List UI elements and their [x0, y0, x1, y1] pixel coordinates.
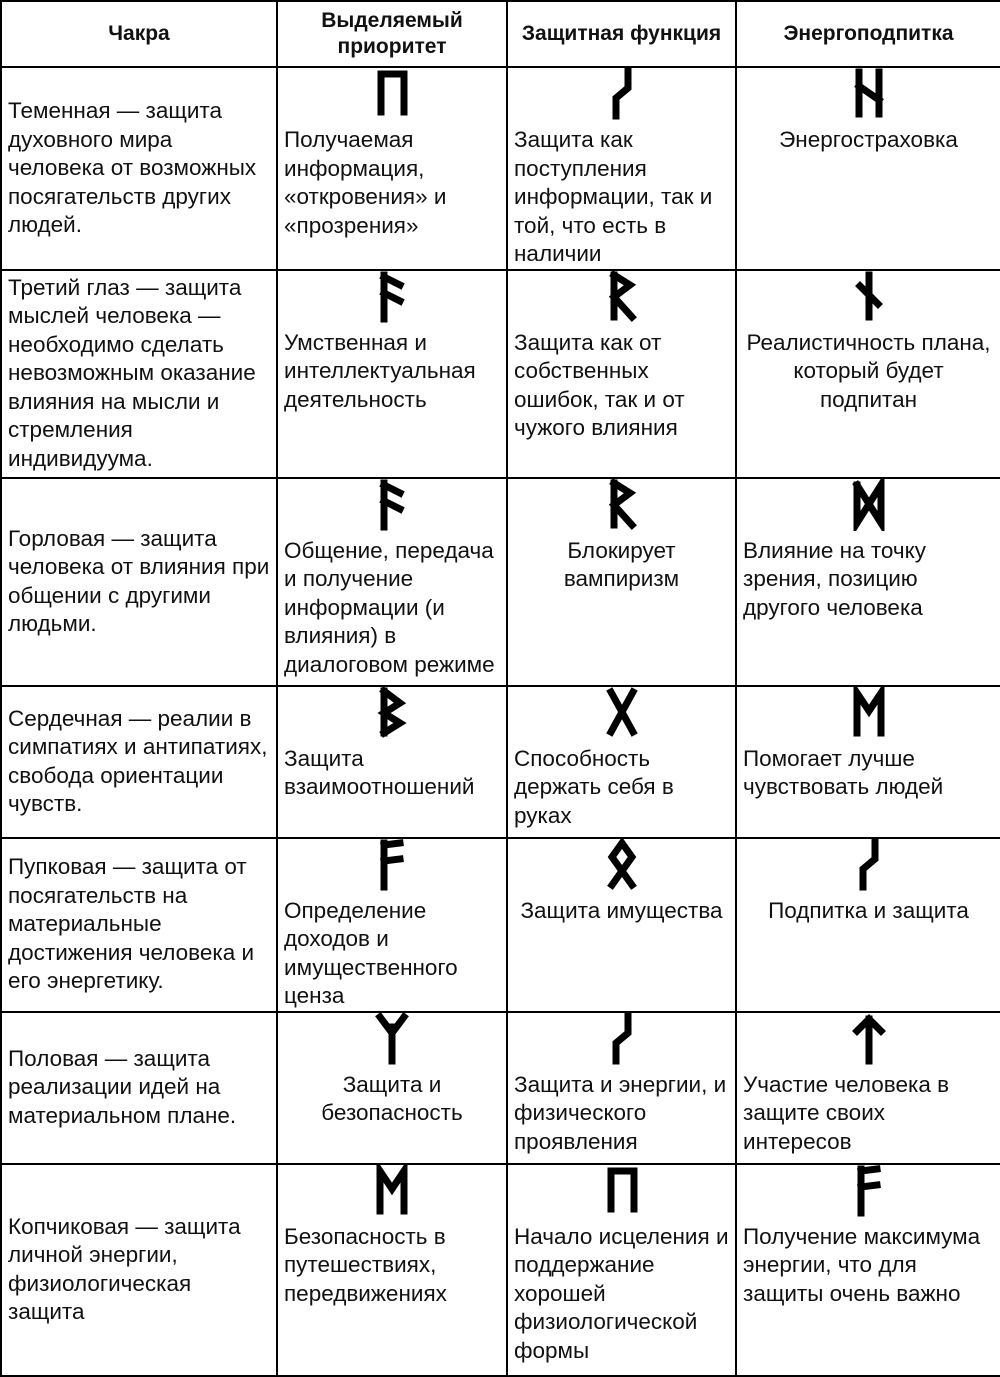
gebo-rune-icon	[514, 687, 729, 739]
cell-text: Начало исцеления и поддержание хорошей физиологической формы	[514, 1223, 729, 1363]
uruz-rune-icon	[514, 1165, 729, 1217]
cell-text: Подпитка и защита	[768, 897, 969, 923]
protection-cell	[507, 478, 736, 686]
cell-text: Получаемая информация, «откровения» и «прозрения»	[284, 127, 447, 238]
chakra-cell: Теменная — защита духовного мира человека от возможных посягательств других людей.	[1, 67, 277, 270]
protection-cell	[507, 270, 736, 478]
cell-text: Помогает лучше чувствовать людей	[743, 745, 944, 799]
energy-cell	[736, 478, 1000, 686]
cell-text: Блокирует вампиризм	[563, 537, 680, 591]
protection-cell	[507, 67, 736, 270]
cell-text: Защита взаимоотношений	[284, 745, 475, 799]
protection-cell	[507, 838, 736, 1012]
table-row	[1, 270, 1000, 478]
protection-cell	[507, 686, 736, 838]
fehu-rune-icon	[743, 1165, 994, 1217]
ansuz-rune-icon	[284, 479, 500, 531]
raidho-rune-icon	[514, 479, 729, 531]
tiwaz-rune-icon	[743, 1013, 994, 1065]
priority-cell	[277, 686, 507, 838]
ansuz-rune-icon	[284, 271, 500, 323]
raidho-rune-icon	[514, 271, 729, 323]
algiz-rune-icon	[284, 1013, 500, 1065]
energy-cell	[736, 270, 1000, 478]
table-row	[1, 1012, 1000, 1164]
chakra-cell: Сердечная — реалии в симпатиях и антипатиях, свобода ориентации чувств.	[1, 686, 277, 838]
cell-text: Получение максимума энергии, что для защиты очень важно	[743, 1223, 981, 1306]
berkano-rune-icon	[284, 687, 500, 739]
header-priority: Выделяемый приоритет	[277, 1, 507, 67]
cell-text: Энергостраховка	[779, 127, 958, 152]
cell-text: Влияние на точку зрения, позицию другого человека	[743, 537, 926, 620]
priority-cell	[277, 67, 507, 270]
chakra-cell: Третий глаз — защита мыслей человека — необходимо сделать невозможным оказание влияния на мысли и стремления индивидуума.	[1, 270, 277, 478]
sowilo-rune-icon	[514, 1013, 729, 1065]
hagalaz-rune-icon	[743, 68, 994, 120]
energy-cell	[736, 1164, 1000, 1376]
chakra-cell: Горловая — защита человека от влияния при общении с другими людьми.	[1, 478, 277, 686]
table-row	[1, 478, 1000, 686]
header-chakra: Чакра	[1, 1, 277, 67]
othala-rune-icon	[514, 839, 729, 891]
chakra-cell: Копчиковая — защита личной энергии, физиологическая защита	[1, 1164, 277, 1376]
mannaz-rune-icon	[284, 1165, 500, 1217]
protection-cell	[507, 1164, 736, 1376]
cell-text: Защита как поступления информации, так и той, что есть в наличии	[514, 127, 713, 266]
energy-cell	[736, 686, 1000, 838]
nauthiz-rune-icon	[743, 271, 994, 323]
priority-cell	[277, 838, 507, 1012]
chakra-cell: Пупковая — защита от посягательств на материальные достижения человека и его энергетику.	[1, 838, 277, 1012]
header-energy: Энергоподпитка	[736, 1, 1000, 67]
table-row	[1, 1164, 1000, 1376]
priority-cell	[277, 270, 507, 478]
energy-cell	[736, 838, 1000, 1012]
cell-text: Защита и энергии, и физического проявления	[514, 1071, 727, 1154]
uruz-rune-icon	[284, 68, 500, 120]
cell-text: Умственная и интеллектуальная деятельность	[284, 329, 476, 412]
sowilo-rune-icon	[514, 68, 729, 120]
mannaz-rune-icon	[743, 687, 994, 739]
cell-text: Защита как от собственных ошибок, так и от чужого влияния	[514, 329, 685, 440]
cell-text: Способность держать себя в руках	[514, 745, 674, 828]
header-protection: Защитная функция	[507, 1, 736, 67]
dagaz-rune-icon	[743, 479, 994, 531]
cell-text: Общение, передача и получение информации (и влияния) в диалоговом режиме	[284, 537, 495, 677]
energy-cell	[736, 67, 1000, 270]
priority-cell	[277, 1012, 507, 1164]
cell-text: Защита и безопасность	[321, 1071, 463, 1125]
priority-cell	[277, 1164, 507, 1376]
priority-cell	[277, 478, 507, 686]
header-row	[1, 1, 1000, 67]
cell-text: Безопасность в путешествиях, передвижениях	[284, 1223, 447, 1306]
cell-text: Определение доходов и имущественного ценза	[284, 897, 458, 1008]
fehu-rune-icon	[284, 839, 500, 891]
table-row	[1, 686, 1000, 838]
cell-text: Защита имущества	[520, 897, 723, 923]
protection-cell	[507, 1012, 736, 1164]
table-row	[1, 838, 1000, 1012]
sowilo-rune-icon	[743, 839, 994, 891]
cell-text: Реалистичность плана, который будет подпитан	[746, 329, 991, 412]
energy-cell	[736, 1012, 1000, 1164]
cell-text: Участие человека в защите своих интересов	[743, 1071, 950, 1154]
table-row	[1, 67, 1000, 270]
chakra-cell: Половая — защита реализации идей на материальном плане.	[1, 1012, 277, 1164]
